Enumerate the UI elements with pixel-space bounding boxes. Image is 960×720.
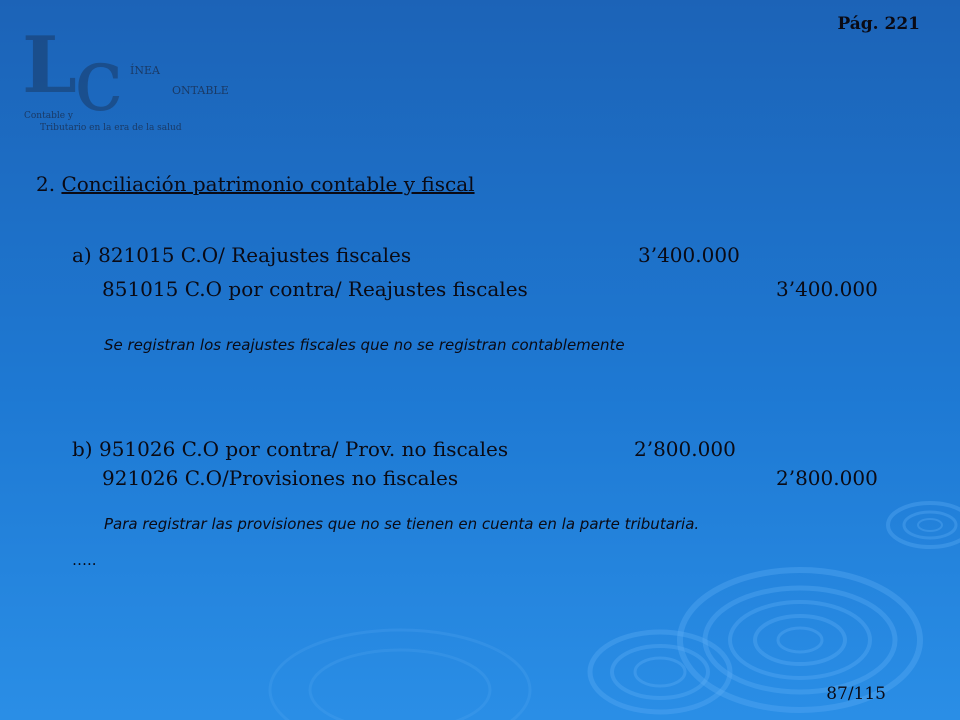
svg-text:c: c xyxy=(74,28,124,131)
svg-text:ÍNEA: ÍNEA xyxy=(130,64,160,77)
section-heading xyxy=(36,172,475,196)
section-title: Conciliación patrimonio contable y fiscal xyxy=(61,172,475,196)
linea-contable-logo xyxy=(12,22,252,142)
svg-text:L: L xyxy=(22,22,77,111)
entry-b-debit-amount: 2’800.000 xyxy=(634,437,736,461)
page-reference: Pág. 221 xyxy=(837,14,920,34)
entry-a-credit-text: 851015 C.O por contra/ Reajustes fiscales xyxy=(102,277,528,301)
entry-a-note: Se registran los reajustes fiscales que no se registran contablemente xyxy=(104,336,625,354)
entry-b-credit-text: 921026 C.O/Provisiones no fiscales xyxy=(102,466,459,490)
svg-text:ONTABLE: ONTABLE xyxy=(172,84,229,97)
entry-a-debit-line xyxy=(72,243,411,267)
entry-b-debit-line xyxy=(72,437,508,461)
svg-text:Contable y: Contable y xyxy=(24,111,73,121)
entry-b-credit-amount: 2’800.000 xyxy=(776,466,878,490)
entry-a-debit-text: 821015 C.O/ Reajustes fiscales xyxy=(98,243,412,267)
entry-b-note: Para registrar las provisiones que no se tienen en cuenta en la parte tributaria. xyxy=(104,515,700,533)
slide-counter: 87/115 xyxy=(826,684,886,704)
entry-b-debit-text: 951026 C.O por contra/ Prov. no fiscales xyxy=(98,437,509,461)
entry-a-label: a) xyxy=(72,243,92,267)
svg-text:Tributario en la era de la sal: Tributario en la era de la salud xyxy=(40,123,182,133)
entry-b-label: b) xyxy=(72,437,93,461)
ellipsis: ….. xyxy=(72,551,97,569)
entry-a-debit-amount: 3’400.000 xyxy=(638,243,740,267)
entry-a-credit-amount: 3’400.000 xyxy=(776,277,878,301)
section-number: 2. xyxy=(36,172,56,196)
